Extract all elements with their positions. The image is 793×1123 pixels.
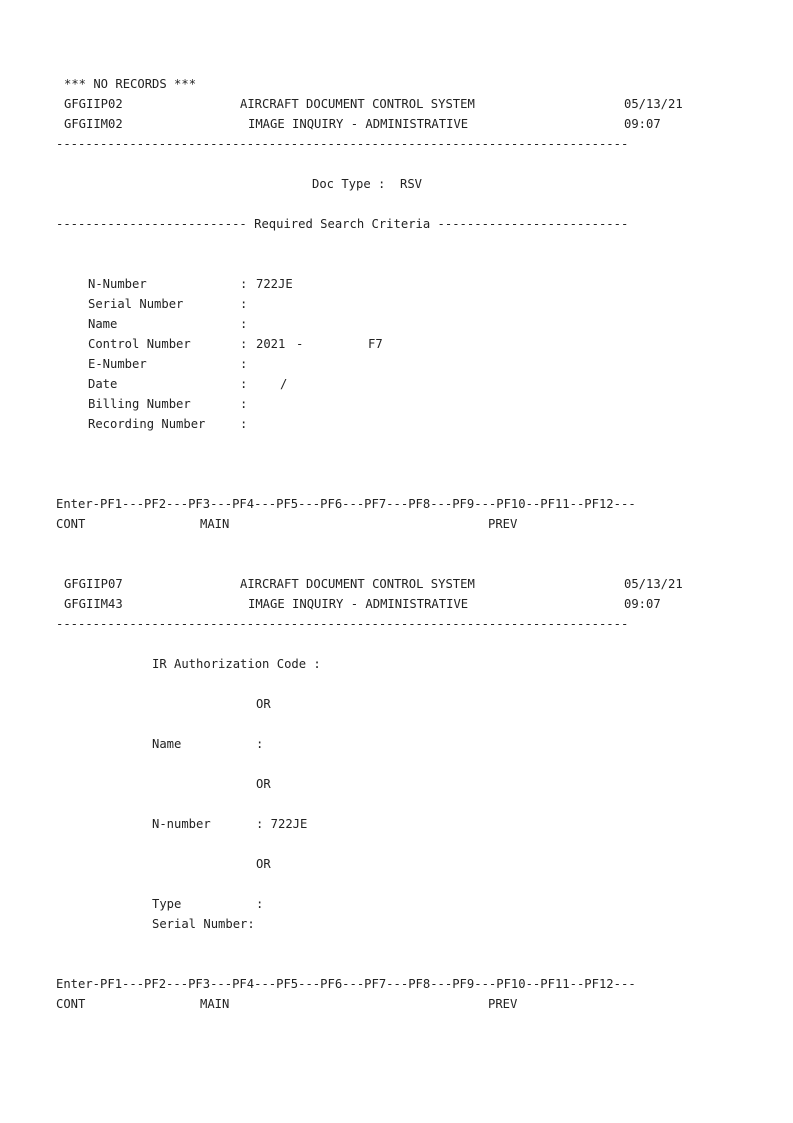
n-number-label: N-Number [88, 277, 147, 291]
program-id-2: GFGIIP07 [64, 577, 123, 591]
serial-number-field-2[interactable] [272, 917, 392, 931]
recording-number-field[interactable] [256, 417, 376, 431]
e-number-label: E-Number [88, 357, 147, 371]
map-id-2: GFGIIM43 [64, 597, 123, 611]
system-title: AIRCRAFT DOCUMENT CONTROL SYSTEM [240, 97, 475, 111]
e-number-field[interactable] [256, 357, 376, 371]
n-number-colon: : [240, 277, 248, 291]
pf-main-key[interactable]: MAIN [200, 517, 230, 531]
serial-number-label: Serial Number [88, 297, 184, 311]
control-number-suffix[interactable]: F7 [368, 337, 383, 351]
type-field[interactable] [272, 897, 392, 911]
name-label-2: Name [152, 737, 182, 751]
system-title-2: AIRCRAFT DOCUMENT CONTROL SYSTEM [240, 577, 475, 591]
n-number-field-2[interactable]: : 722JE [256, 817, 308, 831]
pf-key-line-2: Enter-PF1---PF2---PF3---PF4---PF5---PF6---PF7---PF8---PF9---PF10--PF11--PF12--- [56, 977, 636, 991]
serial-number-field[interactable] [256, 297, 376, 311]
type-colon: : [256, 897, 264, 911]
billing-number-colon: : [240, 397, 248, 411]
recording-number-label: Recording Number [88, 417, 206, 431]
ir-authorization-label: IR Authorization Code : [152, 657, 321, 671]
type-label: Type [152, 897, 182, 911]
doc-type-value: RSV [400, 177, 423, 191]
pf-key-line: Enter-PF1---PF2---PF3---PF4---PF5---PF6---PF7---PF8---PF9---PF10--PF11--PF12--- [56, 497, 636, 511]
screen-date: 05/13/21 [624, 97, 683, 111]
recording-number-colon: : [240, 417, 248, 431]
pf-cont-key[interactable]: CONT [56, 517, 86, 531]
screen-subtitle-2: IMAGE INQUIRY - ADMINISTRATIVE [248, 597, 469, 611]
pf-prev-key-2[interactable]: PREV [488, 997, 518, 1011]
screen-time-2: 09:07 [624, 597, 661, 611]
date-separator: / [280, 377, 288, 391]
or-separator-2: OR [256, 777, 271, 791]
ir-authorization-field[interactable] [344, 657, 464, 671]
status-message: *** NO RECORDS *** [64, 77, 197, 91]
criteria-header: -------------------------- Required Search Criteria -------------------------- [56, 217, 629, 231]
doc-type-label: Doc Type : [312, 177, 386, 191]
n-number-label-2: N-number [152, 817, 211, 831]
pf-main-key-2[interactable]: MAIN [200, 997, 230, 1011]
or-separator-1: OR [256, 697, 271, 711]
serial-number-colon: : [240, 297, 248, 311]
billing-number-label: Billing Number [88, 397, 191, 411]
header-divider: ------------------------------------------------------------------------------ [56, 137, 629, 151]
control-number-year[interactable]: 2021 [256, 337, 286, 351]
name-field-2[interactable] [272, 737, 392, 751]
screen-time: 09:07 [624, 117, 661, 131]
date-label: Date [88, 377, 118, 391]
name-field[interactable] [256, 317, 376, 331]
or-separator-3: OR [256, 857, 271, 871]
control-number-dash: - [296, 337, 304, 351]
control-number-colon: : [240, 337, 248, 351]
name-label: Name [88, 317, 118, 331]
screen-date-2: 05/13/21 [624, 577, 683, 591]
name-colon-2: : [256, 737, 264, 751]
map-id: GFGIIM02 [64, 117, 123, 131]
serial-number-label-2: Serial Number: [152, 917, 255, 931]
program-id: GFGIIP02 [64, 97, 123, 111]
control-number-label: Control Number [88, 337, 191, 351]
pf-prev-key[interactable]: PREV [488, 517, 518, 531]
screen-subtitle: IMAGE INQUIRY - ADMINISTRATIVE [248, 117, 469, 131]
e-number-colon: : [240, 357, 248, 371]
n-number-field[interactable]: 722JE [256, 277, 293, 291]
name-colon: : [240, 317, 248, 331]
pf-cont-key-2[interactable]: CONT [56, 997, 86, 1011]
date-colon: : [240, 377, 248, 391]
billing-number-field[interactable] [256, 397, 376, 411]
header-divider-2: ------------------------------------------------------------------------------ [56, 617, 629, 631]
